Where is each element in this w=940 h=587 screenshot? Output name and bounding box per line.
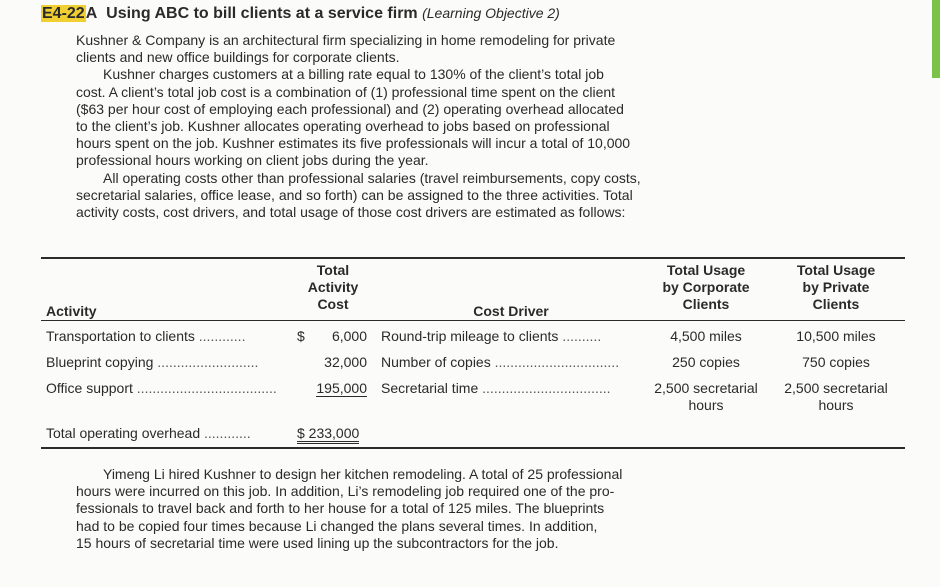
exercise-suffix: A — [85, 5, 98, 22]
intro-line: Kushner charges customers at a billing rate equal to 130% of the client’s total job — [103, 66, 604, 83]
activity-label: Blueprint copying — [46, 354, 154, 370]
intro-line: cost. A client’s total job cost is a combination of (1) professional time spent on the client — [76, 83, 616, 100]
closing-line: fessionals to travel back and forth to her house for a total of 125 miles. The blueprints — [76, 500, 605, 517]
intro-line: clients and new office buildings for corporate clients. — [76, 49, 400, 66]
activity-label: Transportation to clients — [46, 328, 195, 344]
header-rule — [41, 320, 905, 321]
header-total-activity-cost — [296, 262, 370, 313]
closing-line: Yimeng Li hired Kushner to design her kitchen remodeling. A total of 25 professional — [103, 466, 623, 482]
leader-dots: ................................. — [478, 380, 611, 396]
intro-line: secretarial salaries, office lease, and so forth) can be assigned to the three activities. Total — [76, 186, 633, 203]
intro-line: hours spent on the job. Kushner estimates its five professionals will incur a total of 10,000 — [76, 135, 631, 152]
leader-dots: ............ — [194, 328, 246, 344]
corporate-usage — [646, 380, 766, 414]
total-label: Total operating overhead — [46, 425, 201, 441]
header-line: by Private — [802, 279, 870, 295]
activity-cost — [296, 380, 367, 397]
driver-label: Secretarial time — [381, 380, 479, 396]
cost-currency-sign: $ — [297, 328, 305, 344]
header-line: Total Usage — [796, 262, 876, 278]
total-row-label — [46, 425, 291, 442]
intro-paragraphs — [76, 32, 716, 221]
leader-dots: .......................... — [153, 354, 259, 370]
private-usage: 10,500 miles — [796, 328, 876, 344]
closing-line: hours were incurred on this job. In addition, Li’s remodeling job required one of the pro- — [76, 483, 615, 500]
header-cost-driver: Cost Driver — [473, 303, 549, 319]
corporate-usage: 4,500 miles — [670, 328, 742, 344]
cost-driver — [381, 380, 637, 397]
exercise-heading: Using ABC to bill clients at a service firm — [106, 5, 418, 22]
intro-line: All operating costs other than professional salaries (travel reimbursements, copy costs, — [103, 169, 641, 186]
closing-paragraph — [76, 466, 716, 552]
cost-driver — [381, 328, 637, 345]
header-line: Total — [316, 262, 350, 278]
total-value: $ 233,000 — [297, 425, 359, 444]
header-line: Total Usage — [666, 262, 746, 278]
header-line: Activity — [307, 279, 359, 295]
exercise-code: E4-22 — [42, 5, 85, 22]
header-line: Clients — [682, 296, 730, 312]
header-private-usage — [776, 262, 896, 313]
learning-objective: (Learning Objective 2) — [422, 5, 560, 21]
usage-line: hours — [818, 397, 854, 413]
corporate-usage: 250 copies — [672, 354, 740, 370]
intro-line: to the client’s job. Kushner allocates operating overhead to jobs based on professional — [76, 118, 610, 135]
table-top-rule — [41, 257, 905, 259]
header-line: by Corporate — [662, 279, 750, 295]
private-usage: 750 copies — [802, 354, 870, 370]
leader-dots: .................................... — [132, 380, 277, 396]
closing-line: 15 hours of secretarial time were used lining up the subcontractors for the job. — [76, 534, 559, 551]
header-line: Cost — [317, 296, 349, 312]
leader-dots: ............ — [200, 425, 251, 441]
leader-dots: ................................ — [490, 354, 620, 370]
usage-line: 2,500 secretarial — [654, 380, 758, 396]
activity-cost-value: 195,000 — [316, 380, 367, 396]
private-usage — [776, 380, 896, 414]
cost-driver — [381, 354, 637, 371]
activity-cost: 32,000 — [324, 354, 367, 370]
intro-line: ($63 per hour cost of employing each professional) and (2) operating overhead allocated — [76, 100, 624, 117]
header-line: Clients — [812, 296, 860, 312]
green-accent-bar — [932, 0, 940, 78]
intro-line: activity costs, cost drivers, and total usage of those cost drivers are estimated as follows: — [76, 204, 626, 221]
intro-line: professional hours working on client jobs during the year. — [76, 152, 429, 169]
usage-line: 2,500 secretarial — [784, 380, 888, 396]
table-row-activity — [46, 380, 291, 397]
intro-line: Kushner & Company is an architectural firm specializing in home remodeling for private — [76, 32, 616, 48]
usage-line: hours — [688, 397, 724, 413]
leader-dots: .......... — [558, 328, 602, 344]
table-row-activity — [46, 354, 291, 371]
exercise-title — [41, 5, 560, 23]
header-corporate-usage — [646, 262, 766, 313]
closing-line: had to be copied four times because Li changed the plans several times. In addition, — [76, 517, 598, 534]
table-bottom-rule — [41, 447, 905, 449]
activity-label: Office support — [46, 380, 133, 396]
activity-cost: 6,000 — [331, 328, 367, 344]
total-row-value — [297, 425, 359, 442]
header-activity: Activity — [46, 303, 97, 319]
driver-label: Round-trip mileage to clients — [381, 328, 559, 344]
table-row-activity — [46, 328, 291, 345]
driver-label: Number of copies — [381, 354, 491, 370]
